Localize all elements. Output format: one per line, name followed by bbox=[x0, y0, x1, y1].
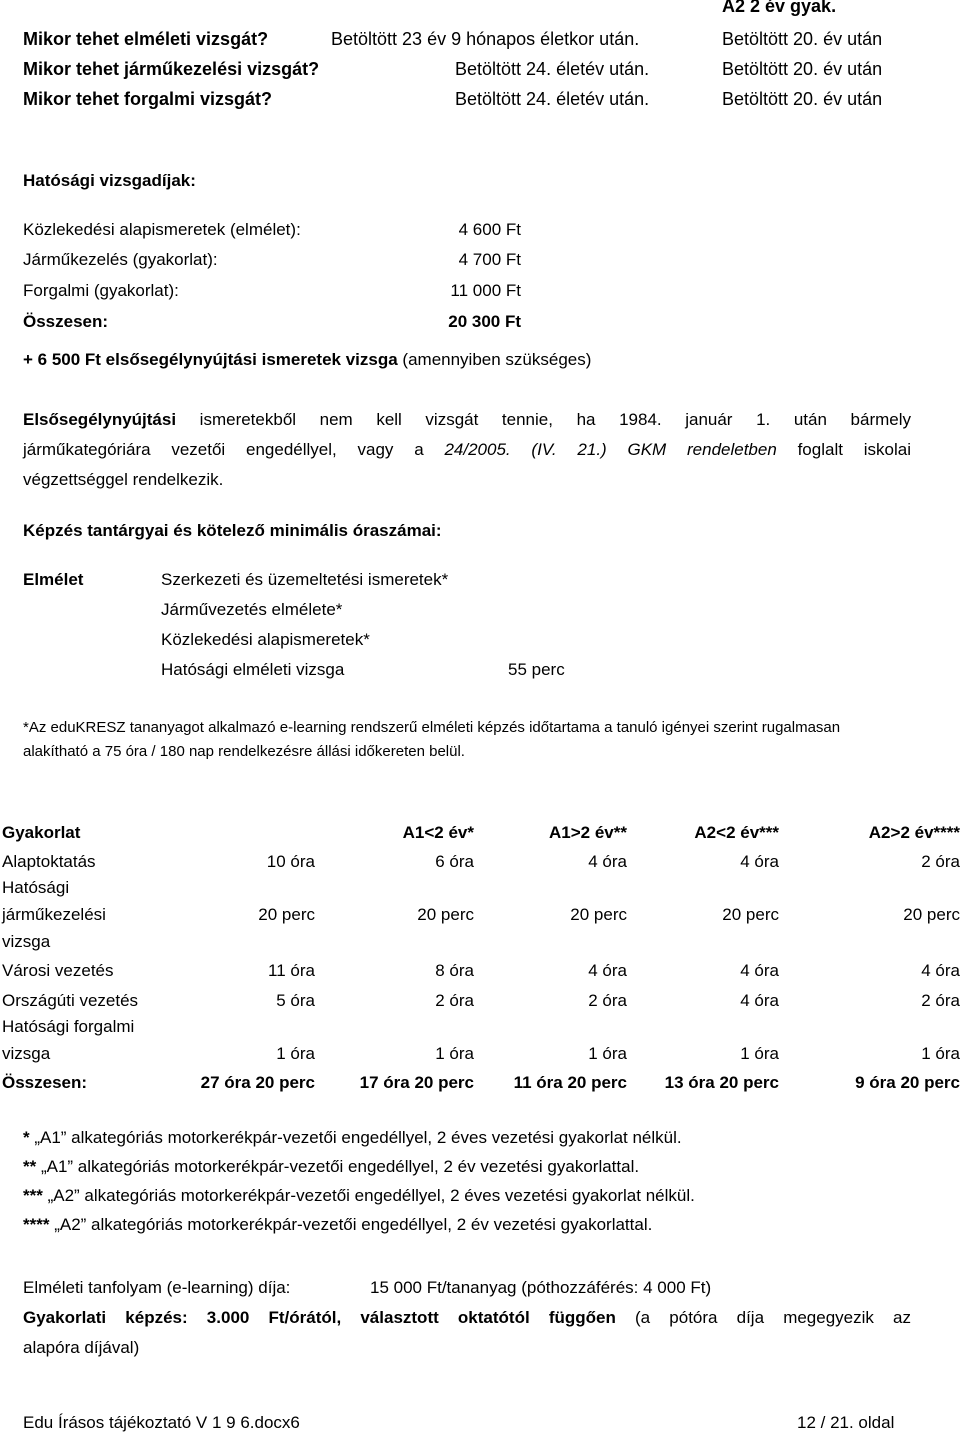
first-aid-bold: Elsősegélynyújtási bbox=[23, 410, 177, 429]
practice-header-col: A1>2 év** bbox=[549, 823, 627, 842]
table-row-label: Hatósági forgalmi bbox=[2, 1017, 135, 1036]
first-aid-line2-text: járműkategóriára vezetői engedéllyel, vagy a bbox=[23, 440, 445, 459]
table-total-cell: 27 óra 20 perc bbox=[200, 1073, 315, 1092]
category-note bbox=[23, 1157, 639, 1177]
category-note-mark: * bbox=[23, 1128, 30, 1147]
exam-question: Mikor tehet járműkezelési vizsgát? bbox=[23, 59, 320, 79]
table-cell: 8 óra bbox=[435, 961, 474, 980]
table-cell: 6 óra bbox=[435, 852, 474, 871]
table-cell: 1 óra bbox=[588, 1044, 627, 1063]
training-title: Képzés tantárgyai és kötelező minimális óraszámai: bbox=[23, 521, 442, 540]
practice-header-label: Gyakorlat bbox=[2, 823, 81, 842]
table-row-label: járműkezelési bbox=[2, 905, 106, 924]
table-cell: 20 perc bbox=[722, 905, 779, 924]
practice-header-col: A2<2 év*** bbox=[694, 823, 779, 842]
practice-header-col: A2>2 év**** bbox=[868, 823, 960, 842]
first-aid-line2-end: foglalt iskolai bbox=[776, 440, 911, 459]
table-total-label: Összesen: bbox=[2, 1073, 88, 1092]
category-header: A2 2 év gyak. bbox=[722, 0, 837, 16]
category-note-mark: *** bbox=[23, 1186, 43, 1205]
practice-price-line1 bbox=[23, 1308, 911, 1328]
exam-age-a: Betöltött 23 év 9 hónapos életkor után. bbox=[331, 29, 640, 49]
table-cell: 1 óra bbox=[921, 1044, 960, 1063]
table-cell: 20 perc bbox=[570, 905, 627, 924]
exam-age-b: Betöltött 20. év után bbox=[722, 29, 883, 49]
table-cell: 4 óra bbox=[588, 961, 627, 980]
table-cell: 1 óra bbox=[740, 1044, 779, 1063]
table-cell: 2 óra bbox=[921, 852, 960, 871]
category-note bbox=[23, 1186, 695, 1206]
category-note-text: „A1” alkategóriás motorkerékpár-vezetői engedéllyel, 2 év vezetési gyakorlattal. bbox=[36, 1157, 640, 1176]
table-cell: 20 perc bbox=[258, 905, 315, 924]
table-cell: 4 óra bbox=[921, 961, 960, 980]
fee-value: 11 000 Ft bbox=[450, 281, 521, 300]
table-row-label: vizsga bbox=[2, 932, 51, 951]
subject-item: Hatósági elméleti vizsga bbox=[161, 660, 345, 679]
category-note-mark: **** bbox=[23, 1215, 50, 1234]
subject-item: Szerkezeti és üzemeltetési ismeretek* bbox=[161, 570, 449, 589]
table-cell: 2 óra bbox=[921, 991, 960, 1010]
table-cell: 4 óra bbox=[588, 852, 627, 871]
first-aid-exam-fee bbox=[23, 350, 591, 370]
first-aid-note-line2 bbox=[23, 440, 911, 460]
table-row-label: Városi vezetés bbox=[2, 961, 114, 980]
table-row-label: Alaptoktatás bbox=[2, 852, 96, 871]
fees-total-label: Összesen: bbox=[23, 312, 109, 331]
footer-page-number: 12 / 21. oldal bbox=[797, 1413, 895, 1432]
exam-age-a: Betöltött 24. életév után. bbox=[455, 89, 650, 109]
table-cell: 2 óra bbox=[588, 991, 627, 1010]
table-row-label: Hatósági bbox=[2, 878, 70, 897]
subject-item: Járművezetés elmélete* bbox=[161, 600, 343, 619]
category-note bbox=[23, 1215, 652, 1235]
table-cell: 4 óra bbox=[740, 852, 779, 871]
first-aid-note-line1 bbox=[23, 410, 911, 430]
exam-question: Mikor tehet forgalmi vizsgát? bbox=[23, 89, 273, 109]
fee-label: Járműkezelés (gyakorlat): bbox=[23, 250, 218, 269]
subject-item: Közlekedési alapismeretek* bbox=[161, 630, 370, 649]
table-row-label: vizsga bbox=[2, 1044, 51, 1063]
category-note bbox=[23, 1128, 682, 1148]
first-aid-fee-bold: + 6 500 Ft elsősegélynyújtási ismeretek vizsga bbox=[23, 350, 398, 369]
exam-question: Mikor tehet elméleti vizsgát? bbox=[23, 29, 269, 49]
table-row-label: Országúti vezetés bbox=[2, 991, 139, 1010]
fee-label: Forgalmi (gyakorlat): bbox=[23, 281, 179, 300]
table-total-cell: 11 óra 20 perc bbox=[513, 1073, 627, 1092]
exam-age-b: Betöltött 20. év után bbox=[722, 59, 883, 79]
fees-title: Hatósági vizsgadíjak: bbox=[23, 171, 196, 190]
exam-duration: 55 perc bbox=[508, 660, 565, 679]
table-cell: 1 óra bbox=[435, 1044, 474, 1063]
table-cell: 11 óra bbox=[268, 961, 315, 980]
first-aid-fee-note: (amennyiben szükséges) bbox=[397, 350, 592, 369]
first-aid-regulation: 24/2005. (IV. 21.) GKM rendeletben bbox=[444, 440, 777, 459]
table-cell: 1 óra bbox=[276, 1044, 315, 1063]
footer-filename: Edu Írásos tájékoztató V 1 9 6.docx6 bbox=[23, 1413, 300, 1432]
table-cell: 10 óra bbox=[266, 852, 315, 871]
table-total-cell: 9 óra 20 perc bbox=[855, 1073, 960, 1092]
fee-value: 4 600 Ft bbox=[458, 220, 521, 239]
elearning-price-label: Elméleti tanfolyam (e-learning) díja: bbox=[23, 1278, 291, 1297]
fees-total-value: 20 300 Ft bbox=[448, 312, 521, 331]
table-cell: 2 óra bbox=[435, 991, 474, 1010]
practice-price-bold: Gyakorlati képzés: 3.000 Ft/órától, választott oktatótól függően bbox=[23, 1308, 616, 1327]
first-aid-rest: ismeretekből nem kell vizsgát tennie, ha 1984. január 1. után bármely bbox=[176, 410, 911, 429]
exam-age-a: Betöltött 24. életév után. bbox=[455, 59, 650, 79]
fee-value: 4 700 Ft bbox=[458, 250, 521, 269]
table-cell: 5 óra bbox=[276, 991, 315, 1010]
table-total-cell: 13 óra 20 perc bbox=[664, 1073, 779, 1092]
elearning-footnote-line2: alakítható a 75 óra / 180 nap rendelkezésre állási időkereten belül. bbox=[23, 743, 465, 760]
practice-header-col: A1<2 év* bbox=[402, 823, 474, 842]
practice-price-line2: alapóra díjával) bbox=[23, 1338, 140, 1357]
elearning-price-value: 15 000 Ft/tananyag (póthozzáférés: 4 000 Ft) bbox=[370, 1278, 712, 1297]
exam-age-b: Betöltött 20. év után bbox=[722, 89, 883, 109]
table-cell: 4 óra bbox=[740, 961, 779, 980]
first-aid-note-line3: végzettséggel rendelkezik. bbox=[23, 470, 224, 489]
table-cell: 20 perc bbox=[903, 905, 960, 924]
elearning-footnote-line1: *Az eduKRESZ tananyagot alkalmazó e-learning rendszerű elméleti képzés időtartama a tanuló igényei szerint rugalmasan bbox=[23, 719, 841, 736]
category-note-mark: ** bbox=[23, 1157, 37, 1176]
practice-price-rest: (a pótóra díja megegyezik az bbox=[615, 1308, 912, 1327]
theory-label: Elmélet bbox=[23, 570, 84, 589]
table-total-cell: 17 óra 20 perc bbox=[359, 1073, 474, 1092]
category-note-text: „A2” alkategóriás motorkerékpár-vezetői engedéllyel, 2 éves vezetési gyakorlat nélkül. bbox=[42, 1186, 695, 1205]
table-cell: 20 perc bbox=[417, 905, 474, 924]
fee-label: Közlekedési alapismeretek (elmélet): bbox=[23, 220, 301, 239]
category-note-text: „A1” alkategóriás motorkerékpár-vezetői engedéllyel, 2 éves vezetési gyakorlat nélkül. bbox=[29, 1128, 682, 1147]
category-note-text: „A2” alkategóriás motorkerékpár-vezetői engedéllyel, 2 év vezetési gyakorlattal. bbox=[49, 1215, 653, 1234]
table-cell: 4 óra bbox=[740, 991, 779, 1010]
